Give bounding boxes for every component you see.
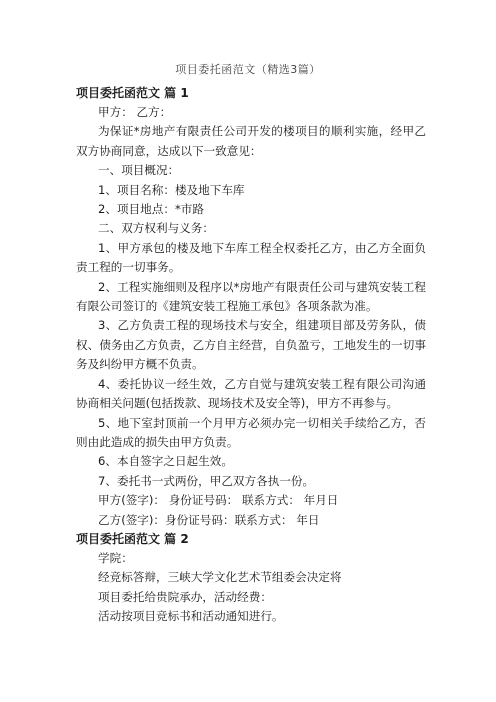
paragraph: 5、地下室封顶前一个月甲方必须办完一切相关手续给乙方，否则由此造成的损失由甲方负责。: [76, 415, 426, 449]
paragraph: 活动按项目竞标书和活动通知进行。: [98, 609, 284, 624]
paragraph: 7、委托书一式两份，甲乙双方各执一份。: [98, 473, 315, 488]
paragraph: 3、乙方负责工程的现场技术与安全，组建项目部及劳务队，债权、债务由乙方负责，乙方自主经营，自负盈亏，工地发生的一切事务及纠纷甲方概不负责。: [76, 318, 426, 372]
paragraph: 2、项目地点：*市路: [98, 202, 204, 217]
paragraph: 1、项目名称：楼及地下车库: [98, 182, 245, 197]
paragraph: 二、双方权利与义务：: [98, 221, 214, 236]
paragraph: 经竞标答辩，三峡大学文化艺术节组委会决定将: [98, 570, 342, 585]
paragraph: 一、项目概况：: [98, 163, 180, 178]
paragraph: 为保证*房地产有限责任公司开发的楼项目的顺利实施，经甲乙双方协商同意，达成以下一致意见：: [76, 124, 426, 158]
paragraph: 甲方： 乙方：: [98, 105, 172, 119]
section-heading: 项目委托函范文 篇 1: [76, 86, 189, 100]
signature-line-party-b: 乙方(签字)：身份证号码：联系方式： 年日: [98, 512, 320, 527]
paragraph: 1、甲方承包的楼及地下车库工程全权委托乙方，由乙方全面负责工程的一切事务。: [76, 240, 426, 275]
signature-line-party-a: 甲方(签字)： 身份证号码： 联系方式： 年月日: [98, 493, 339, 508]
paragraph: 学院：: [98, 550, 133, 565]
paragraph: 2、工程实施细则及程序以*房地产有限责任公司与建筑安装工程有限公司签订的《建筑安装工程施工承包》各项条款为准。: [76, 279, 426, 314]
document-title: 项目委托函范文（精选3篇）: [175, 63, 321, 76]
paragraph: 4、委托协议一经生效，乙方自觉与建筑安装工程有限公司沟通协商相关问题(包括拨款、现场技术及安全等)，甲方不再参与。: [76, 376, 426, 411]
document-body: [76, 84, 426, 627]
paragraph: 项目委托给贵院承办，活动经费：: [98, 589, 272, 604]
section-heading: 项目委托函范文 篇 2: [76, 531, 189, 546]
paragraph: 6、本自签字之日起生效。: [98, 454, 233, 469]
